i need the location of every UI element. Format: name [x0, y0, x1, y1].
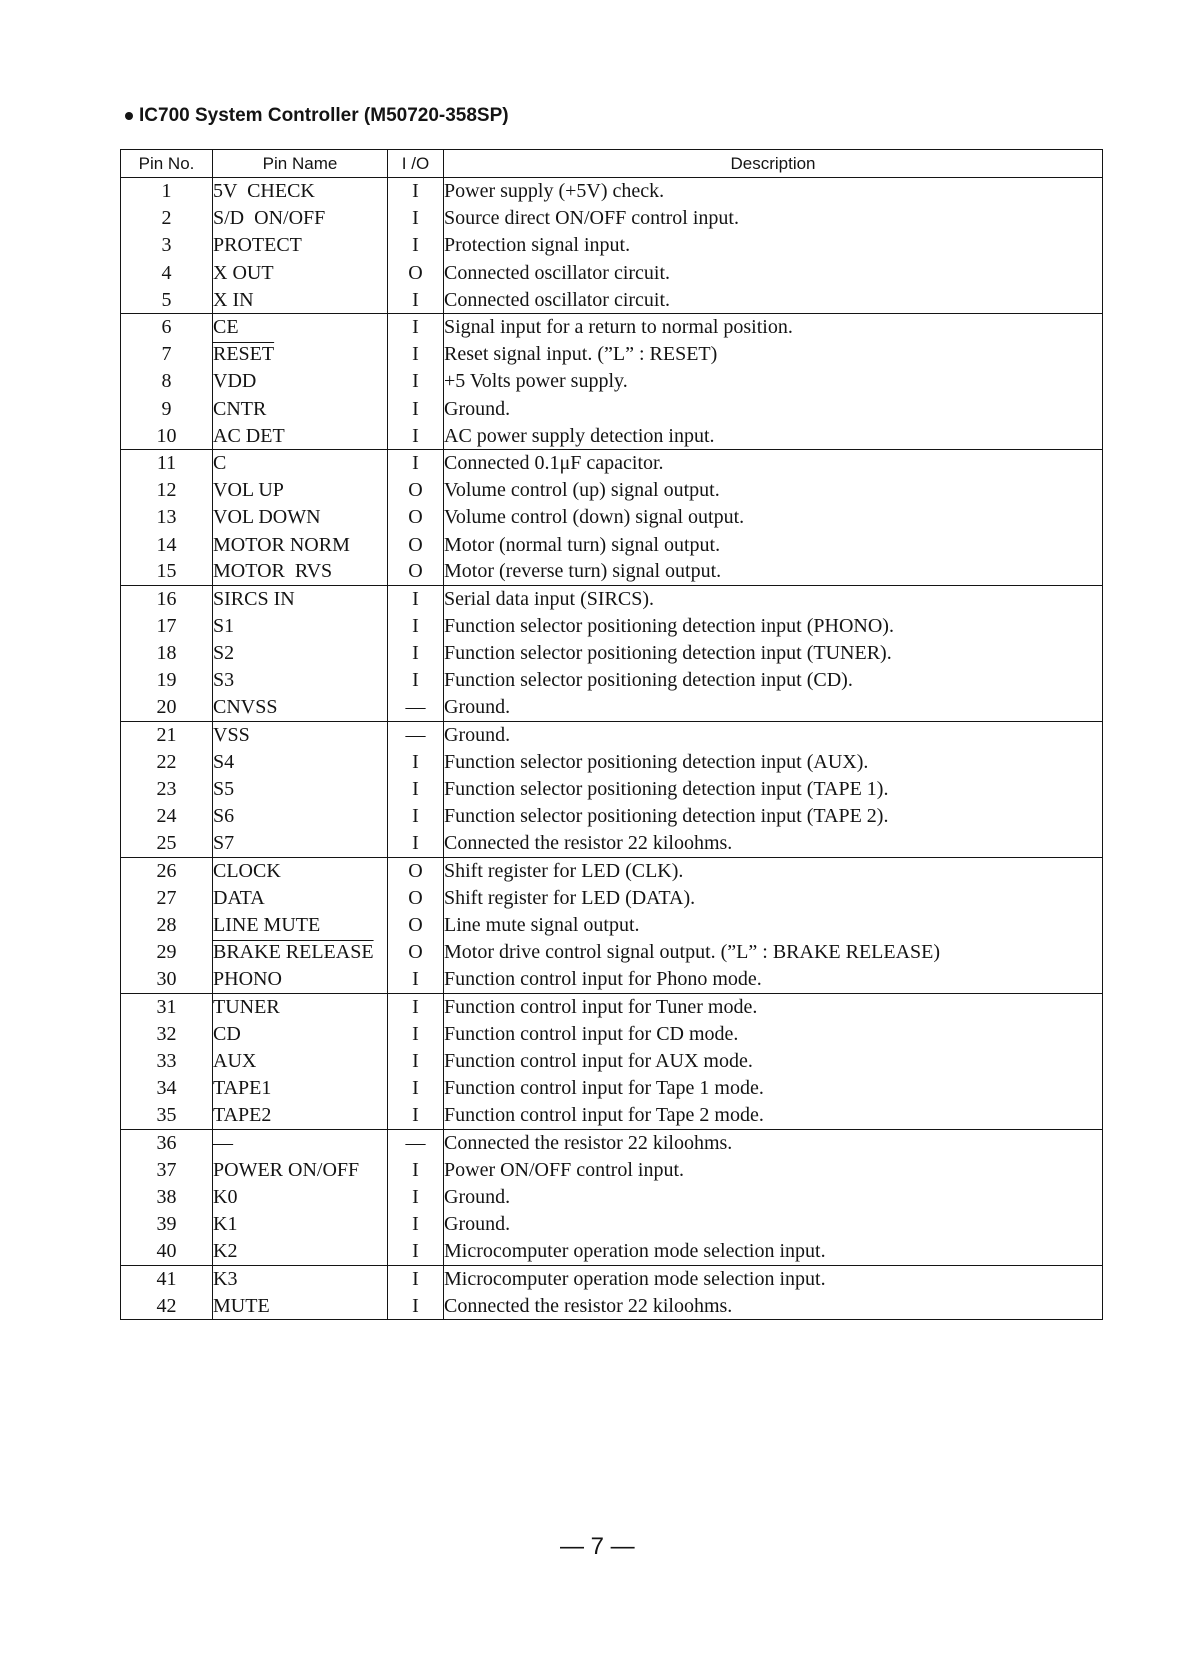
- pin-name-cell: S/D ON/OFF: [213, 205, 388, 232]
- pin-name-cell: S7: [213, 830, 388, 857]
- table-row: [121, 178, 1103, 205]
- pin-name-cell: VOL UP: [213, 477, 388, 504]
- pin-name-cell: S3: [213, 667, 388, 694]
- pin-number-cell: 34: [121, 1075, 213, 1102]
- io-cell: I: [388, 803, 444, 830]
- io-cell: I: [388, 1265, 444, 1292]
- table-row: [121, 449, 1103, 476]
- table-row: [121, 1238, 1103, 1265]
- description-cell: Ground.: [444, 721, 1103, 748]
- io-cell: I: [388, 341, 444, 368]
- pin-number-cell: 23: [121, 776, 213, 803]
- pin-number-cell: 14: [121, 531, 213, 558]
- description-cell: Power supply (+5V) check.: [444, 178, 1103, 205]
- io-cell: I: [388, 1075, 444, 1102]
- header-io: I /O: [388, 150, 444, 178]
- page-number: — 7 —: [560, 1533, 635, 1560]
- description-cell: Connected the resistor 22 kiloohms.: [444, 1129, 1103, 1156]
- io-cell: I: [388, 748, 444, 775]
- section-title: [125, 104, 509, 128]
- pin-number-cell: 20: [121, 694, 213, 721]
- description-cell: Motor (reverse turn) signal output.: [444, 558, 1103, 585]
- pin-number-cell: 16: [121, 585, 213, 612]
- pin-name-cell: MOTOR RVS: [213, 558, 388, 585]
- pin-number-cell: 17: [121, 613, 213, 640]
- pin-number-cell: 41: [121, 1265, 213, 1292]
- pin-number-cell: 29: [121, 939, 213, 966]
- pin-number-cell: 22: [121, 748, 213, 775]
- io-cell: O: [388, 912, 444, 939]
- table-row: [121, 313, 1103, 340]
- description-cell: Ground.: [444, 1211, 1103, 1238]
- pin-number-cell: 30: [121, 966, 213, 993]
- io-cell: I: [388, 585, 444, 612]
- io-cell: I: [388, 613, 444, 640]
- pin-number-cell: 36: [121, 1129, 213, 1156]
- io-cell: I: [388, 1211, 444, 1238]
- pin-name-cell: AUX: [213, 1048, 388, 1075]
- description-cell: Reset signal input. (”L” : RESET): [444, 341, 1103, 368]
- description-cell: Power ON/OFF control input.: [444, 1156, 1103, 1183]
- pin-name-cell: CNTR: [213, 395, 388, 422]
- description-cell: Microcomputer operation mode selection input.: [444, 1238, 1103, 1265]
- io-cell: I: [388, 830, 444, 857]
- header-pin-name: Pin Name: [213, 150, 388, 178]
- io-cell: —: [388, 694, 444, 721]
- table-row: [121, 1211, 1103, 1238]
- pin-number-cell: 6: [121, 313, 213, 340]
- table-row: [121, 912, 1103, 939]
- pin-name-cell: K0: [213, 1183, 388, 1210]
- io-cell: I: [388, 1102, 444, 1129]
- description-cell: Connected 0.1μF capacitor.: [444, 449, 1103, 476]
- table-row: [121, 531, 1103, 558]
- pin-number-cell: 15: [121, 558, 213, 585]
- description-cell: Connected oscillator circuit.: [444, 259, 1103, 286]
- pin-name-cell: TAPE1: [213, 1075, 388, 1102]
- bullet-icon: [125, 112, 133, 120]
- description-cell: Function control input for AUX mode.: [444, 1048, 1103, 1075]
- io-cell: O: [388, 558, 444, 585]
- pin-name-cell: LINE MUTE: [213, 912, 388, 939]
- table-row: [121, 993, 1103, 1020]
- description-cell: Volume control (up) signal output.: [444, 477, 1103, 504]
- io-cell: O: [388, 531, 444, 558]
- pin-name-cell: TUNER: [213, 993, 388, 1020]
- description-cell: Volume control (down) signal output.: [444, 504, 1103, 531]
- pin-number-cell: 12: [121, 477, 213, 504]
- description-cell: Shift register for LED (DATA).: [444, 884, 1103, 911]
- io-cell: O: [388, 259, 444, 286]
- pin-name-cell: SIRCS IN: [213, 585, 388, 612]
- table-row: [121, 422, 1103, 449]
- table-row: [121, 205, 1103, 232]
- pin-number-cell: 39: [121, 1211, 213, 1238]
- description-cell: Motor drive control signal output. (”L” : BRAKE RELEASE): [444, 939, 1103, 966]
- table-row: [121, 830, 1103, 857]
- pin-table-body: [121, 178, 1103, 1320]
- description-cell: Function selector positioning detection input (TUNER).: [444, 640, 1103, 667]
- table-row: [121, 477, 1103, 504]
- description-cell: Ground.: [444, 1183, 1103, 1210]
- pin-name-cell: CNVSS: [213, 694, 388, 721]
- io-cell: I: [388, 1238, 444, 1265]
- pin-number-cell: 4: [121, 259, 213, 286]
- header-row: [121, 150, 1103, 178]
- table-row: [121, 232, 1103, 259]
- description-cell: Function control input for Tuner mode.: [444, 993, 1103, 1020]
- table-row: [121, 1183, 1103, 1210]
- description-cell: Function selector positioning detection input (AUX).: [444, 748, 1103, 775]
- pin-name-cell: S2: [213, 640, 388, 667]
- description-cell: Signal input for a return to normal position.: [444, 313, 1103, 340]
- io-cell: —: [388, 721, 444, 748]
- io-cell: I: [388, 776, 444, 803]
- table-row: [121, 585, 1103, 612]
- pin-number-cell: 26: [121, 857, 213, 884]
- table-row: [121, 1048, 1103, 1075]
- description-cell: Function selector positioning detection input (TAPE 2).: [444, 803, 1103, 830]
- pin-name-cell: VSS: [213, 721, 388, 748]
- pin-number-cell: 18: [121, 640, 213, 667]
- pin-name-cell: CD: [213, 1020, 388, 1047]
- io-cell: O: [388, 884, 444, 911]
- pin-name-cell: S5: [213, 776, 388, 803]
- pin-name-cell: MOTOR NORM: [213, 531, 388, 558]
- table-row: [121, 1102, 1103, 1129]
- pin-number-cell: 5: [121, 286, 213, 313]
- pin-name-cell: MUTE: [213, 1292, 388, 1319]
- table-row: [121, 1129, 1103, 1156]
- description-cell: Line mute signal output.: [444, 912, 1103, 939]
- pin-name-cell: PROTECT: [213, 232, 388, 259]
- pin-number-cell: 7: [121, 341, 213, 368]
- description-cell: Connected oscillator circuit.: [444, 286, 1103, 313]
- description-cell: Microcomputer operation mode selection input.: [444, 1265, 1103, 1292]
- section-title-text: IC700 System Controller (M50720-358SP): [139, 105, 509, 126]
- description-cell: Function selector positioning detection input (PHONO).: [444, 613, 1103, 640]
- description-cell: Function selector positioning detection input (TAPE 1).: [444, 776, 1103, 803]
- io-cell: I: [388, 286, 444, 313]
- io-cell: I: [388, 640, 444, 667]
- io-cell: O: [388, 504, 444, 531]
- io-cell: I: [388, 1183, 444, 1210]
- table-row: [121, 504, 1103, 531]
- pin-name-cell: —: [213, 1129, 388, 1156]
- description-cell: Connected the resistor 22 kiloohms.: [444, 1292, 1103, 1319]
- header-pin-no: Pin No.: [121, 150, 213, 178]
- io-cell: I: [388, 667, 444, 694]
- io-cell: I: [388, 1156, 444, 1183]
- pin-name-cell: RESET: [213, 341, 388, 368]
- description-cell: Serial data input (SIRCS).: [444, 585, 1103, 612]
- description-cell: Function control input for Tape 1 mode.: [444, 1075, 1103, 1102]
- table-row: [121, 939, 1103, 966]
- pin-name-cell: S6: [213, 803, 388, 830]
- description-cell: Ground.: [444, 395, 1103, 422]
- pin-number-cell: 10: [121, 422, 213, 449]
- pin-name-cell: X OUT: [213, 259, 388, 286]
- pin-number-cell: 33: [121, 1048, 213, 1075]
- table-row: [121, 966, 1103, 993]
- io-cell: I: [388, 313, 444, 340]
- pin-number-cell: 25: [121, 830, 213, 857]
- table-row: [121, 613, 1103, 640]
- table-row: [121, 803, 1103, 830]
- pin-number-cell: 40: [121, 1238, 213, 1265]
- pin-number-cell: 24: [121, 803, 213, 830]
- description-cell: +5 Volts power supply.: [444, 368, 1103, 395]
- pin-name-cell: K1: [213, 1211, 388, 1238]
- io-cell: —: [388, 1129, 444, 1156]
- pin-number-cell: 13: [121, 504, 213, 531]
- io-cell: I: [388, 368, 444, 395]
- io-cell: I: [388, 232, 444, 259]
- pin-number-cell: 2: [121, 205, 213, 232]
- description-cell: Shift register for LED (CLK).: [444, 857, 1103, 884]
- io-cell: I: [388, 1048, 444, 1075]
- pin-name-cell: POWER ON/OFF: [213, 1156, 388, 1183]
- table-row: [121, 1265, 1103, 1292]
- pin-table-header: [121, 150, 1103, 178]
- pin-name-cell: C: [213, 449, 388, 476]
- table-row: [121, 1020, 1103, 1047]
- pin-number-cell: 8: [121, 368, 213, 395]
- io-cell: I: [388, 1292, 444, 1319]
- pin-name-cell: S1: [213, 613, 388, 640]
- pin-number-cell: 9: [121, 395, 213, 422]
- pin-name-cell: BRAKE RELEASE: [213, 939, 388, 966]
- pin-number-cell: 38: [121, 1183, 213, 1210]
- description-cell: Protection signal input.: [444, 232, 1103, 259]
- io-cell: I: [388, 395, 444, 422]
- pin-name-cell: TAPE2: [213, 1102, 388, 1129]
- pin-name-cell: CE: [213, 313, 388, 340]
- description-cell: Motor (normal turn) signal output.: [444, 531, 1103, 558]
- description-cell: Function selector positioning detection input (CD).: [444, 667, 1103, 694]
- table-row: [121, 259, 1103, 286]
- pin-name-cell: K3: [213, 1265, 388, 1292]
- io-cell: I: [388, 449, 444, 476]
- pin-number-cell: 11: [121, 449, 213, 476]
- description-cell: Function control input for CD mode.: [444, 1020, 1103, 1047]
- description-cell: Source direct ON/OFF control input.: [444, 205, 1103, 232]
- pin-name-cell: CLOCK: [213, 857, 388, 884]
- table-row: [121, 368, 1103, 395]
- io-cell: I: [388, 422, 444, 449]
- description-cell: Connected the resistor 22 kiloohms.: [444, 830, 1103, 857]
- table-row: [121, 857, 1103, 884]
- io-cell: I: [388, 1020, 444, 1047]
- table-row: [121, 1292, 1103, 1319]
- pin-name-cell: AC DET: [213, 422, 388, 449]
- pin-number-cell: 32: [121, 1020, 213, 1047]
- io-cell: I: [388, 966, 444, 993]
- pin-number-cell: 28: [121, 912, 213, 939]
- io-cell: I: [388, 178, 444, 205]
- table-row: [121, 748, 1103, 775]
- io-cell: I: [388, 993, 444, 1020]
- description-cell: Function control input for Phono mode.: [444, 966, 1103, 993]
- pin-number-cell: 1: [121, 178, 213, 205]
- pin-name-cell: VDD: [213, 368, 388, 395]
- io-cell: O: [388, 939, 444, 966]
- table-row: [121, 395, 1103, 422]
- pin-number-cell: 35: [121, 1102, 213, 1129]
- pin-name-cell: S4: [213, 748, 388, 775]
- pin-number-cell: 19: [121, 667, 213, 694]
- pin-number-cell: 27: [121, 884, 213, 911]
- io-cell: I: [388, 205, 444, 232]
- description-cell: AC power supply detection input.: [444, 422, 1103, 449]
- table-row: [121, 341, 1103, 368]
- table-row: [121, 884, 1103, 911]
- pin-number-cell: 3: [121, 232, 213, 259]
- pin-name-cell: 5V CHECK: [213, 178, 388, 205]
- description-cell: Ground.: [444, 694, 1103, 721]
- io-cell: O: [388, 857, 444, 884]
- pin-number-cell: 42: [121, 1292, 213, 1319]
- pin-name-cell: DATA: [213, 884, 388, 911]
- pin-name-cell: K2: [213, 1238, 388, 1265]
- description-cell: Function control input for Tape 2 mode.: [444, 1102, 1103, 1129]
- table-row: [121, 640, 1103, 667]
- pin-number-cell: 21: [121, 721, 213, 748]
- table-row: [121, 667, 1103, 694]
- pin-table: [120, 149, 1103, 1320]
- table-row: [121, 1156, 1103, 1183]
- pin-name-cell: PHONO: [213, 966, 388, 993]
- pin-number-cell: 31: [121, 993, 213, 1020]
- pin-name-cell: VOL DOWN: [213, 504, 388, 531]
- table-row: [121, 1075, 1103, 1102]
- table-row: [121, 721, 1103, 748]
- header-description: Description: [444, 150, 1103, 178]
- io-cell: O: [388, 477, 444, 504]
- table-row: [121, 776, 1103, 803]
- table-row: [121, 286, 1103, 313]
- table-row: [121, 558, 1103, 585]
- table-row: [121, 694, 1103, 721]
- pin-number-cell: 37: [121, 1156, 213, 1183]
- pin-name-cell: X IN: [213, 286, 388, 313]
